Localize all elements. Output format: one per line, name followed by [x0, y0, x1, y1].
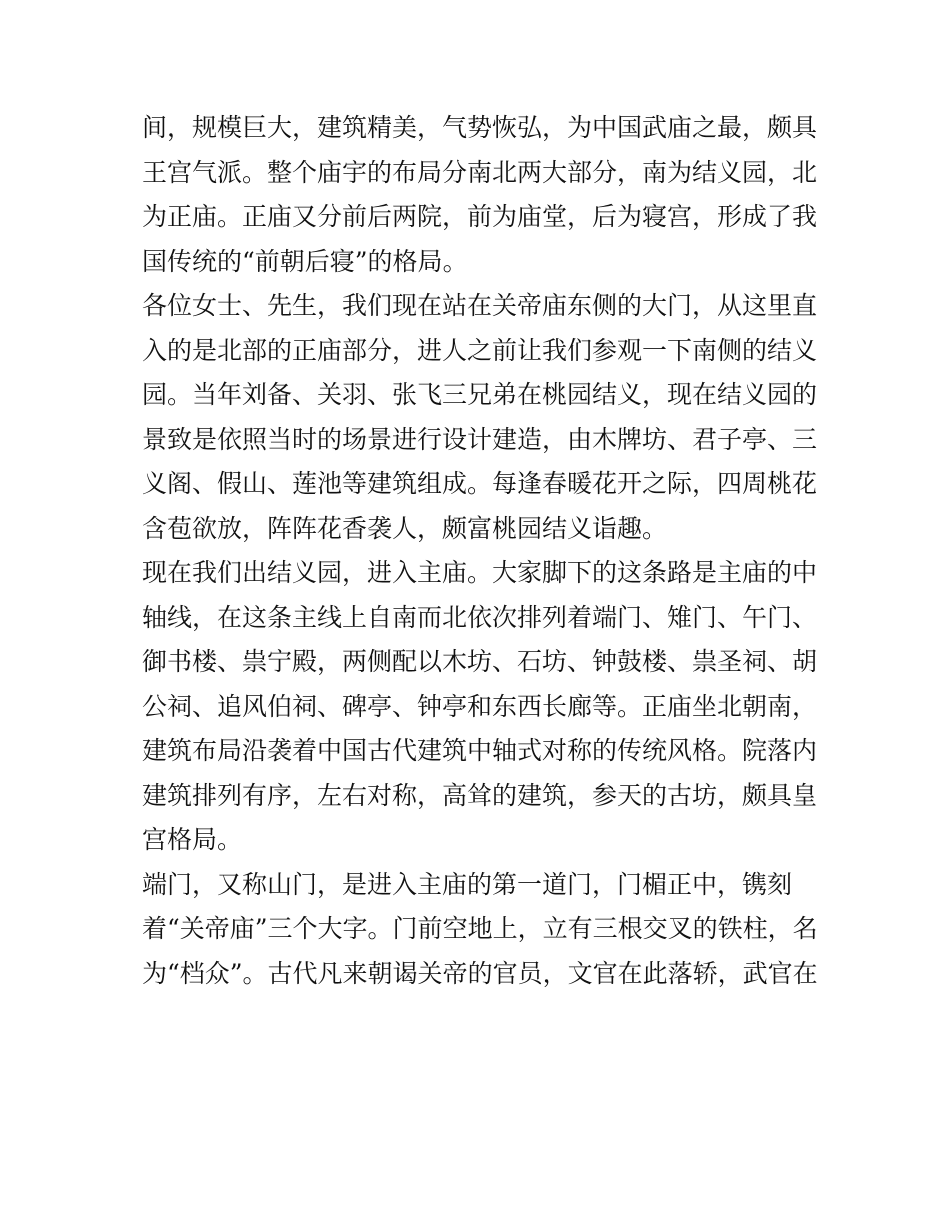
- text-line: 园。当年刘备、关羽、张飞三兄弟在桃园结义，现在结义园的: [142, 380, 818, 409]
- text-line: 宫格局。: [142, 825, 243, 854]
- text-line: 现在我们出结义园，进入主庙。大家脚下的这条路是主庙的中: [142, 558, 818, 587]
- text-line: 建筑排列有序，左右对称，高耸的建筑，参天的古坊，颇具皇: [142, 780, 818, 810]
- text-line: 入的是北部的正庙部分，进人之前让我们参观一下南侧的结义: [142, 335, 818, 365]
- text-line: 轴线，在这条主线上自南而北依次排列着端门、雉门、午门、: [142, 602, 818, 632]
- text-line: 含苞欲放，阵阵花香袭人，颇富桃园结义诣趣。: [142, 513, 668, 543]
- text-line: 御书楼、祟宁殿，两侧配以木坊、石坊、钟鼓楼、祟圣祠、胡: [142, 647, 818, 676]
- text-line: 各位女士、先生，我们现在站在关帝庙东侧的大门，从这里直: [142, 291, 818, 320]
- text-line: 景致是依照当时的场景进行设计建造，由木牌坊、君子亭、三: [142, 424, 818, 454]
- text-line: 端门，又称山门，是进入主庙的第一道门，门楣正中，镌刻: [142, 869, 793, 899]
- text-line: 为正庙。正庙又分前后两院，前为庙堂，后为寝宫，形成了我: [142, 202, 818, 231]
- text-line: 公祠、追风伯祠、碑亭、钟亭和东西长廊等。正庙坐北朝南，: [142, 691, 818, 721]
- text-line: 为“档众”。古代凡来朝谒关帝的官员，文官在此落轿，武官在: [142, 958, 818, 988]
- text-line: 间，规模巨大，建筑精美，气势恢弘，为中国武庙之最，颇具: [142, 113, 818, 142]
- text-line: 国传统的“前朝后寝”的格局。: [142, 246, 468, 276]
- text-line: 着“关帝庙”三个大字。门前空地上，立有三根交叉的铁柱，名: [142, 914, 818, 943]
- text-line: 王宫气派。整个庙宇的布局分南北两大部分，南为结义园，北: [142, 157, 818, 187]
- text-line: 义阁、假山、莲池等建筑组成。每逢春暖花开之际，四周桃花: [142, 469, 818, 498]
- text-line: 建筑布局沿袭着中国古代建筑中轴式对称的传统风格。院落内: [142, 736, 818, 765]
- body-text: [142, 106, 822, 996]
